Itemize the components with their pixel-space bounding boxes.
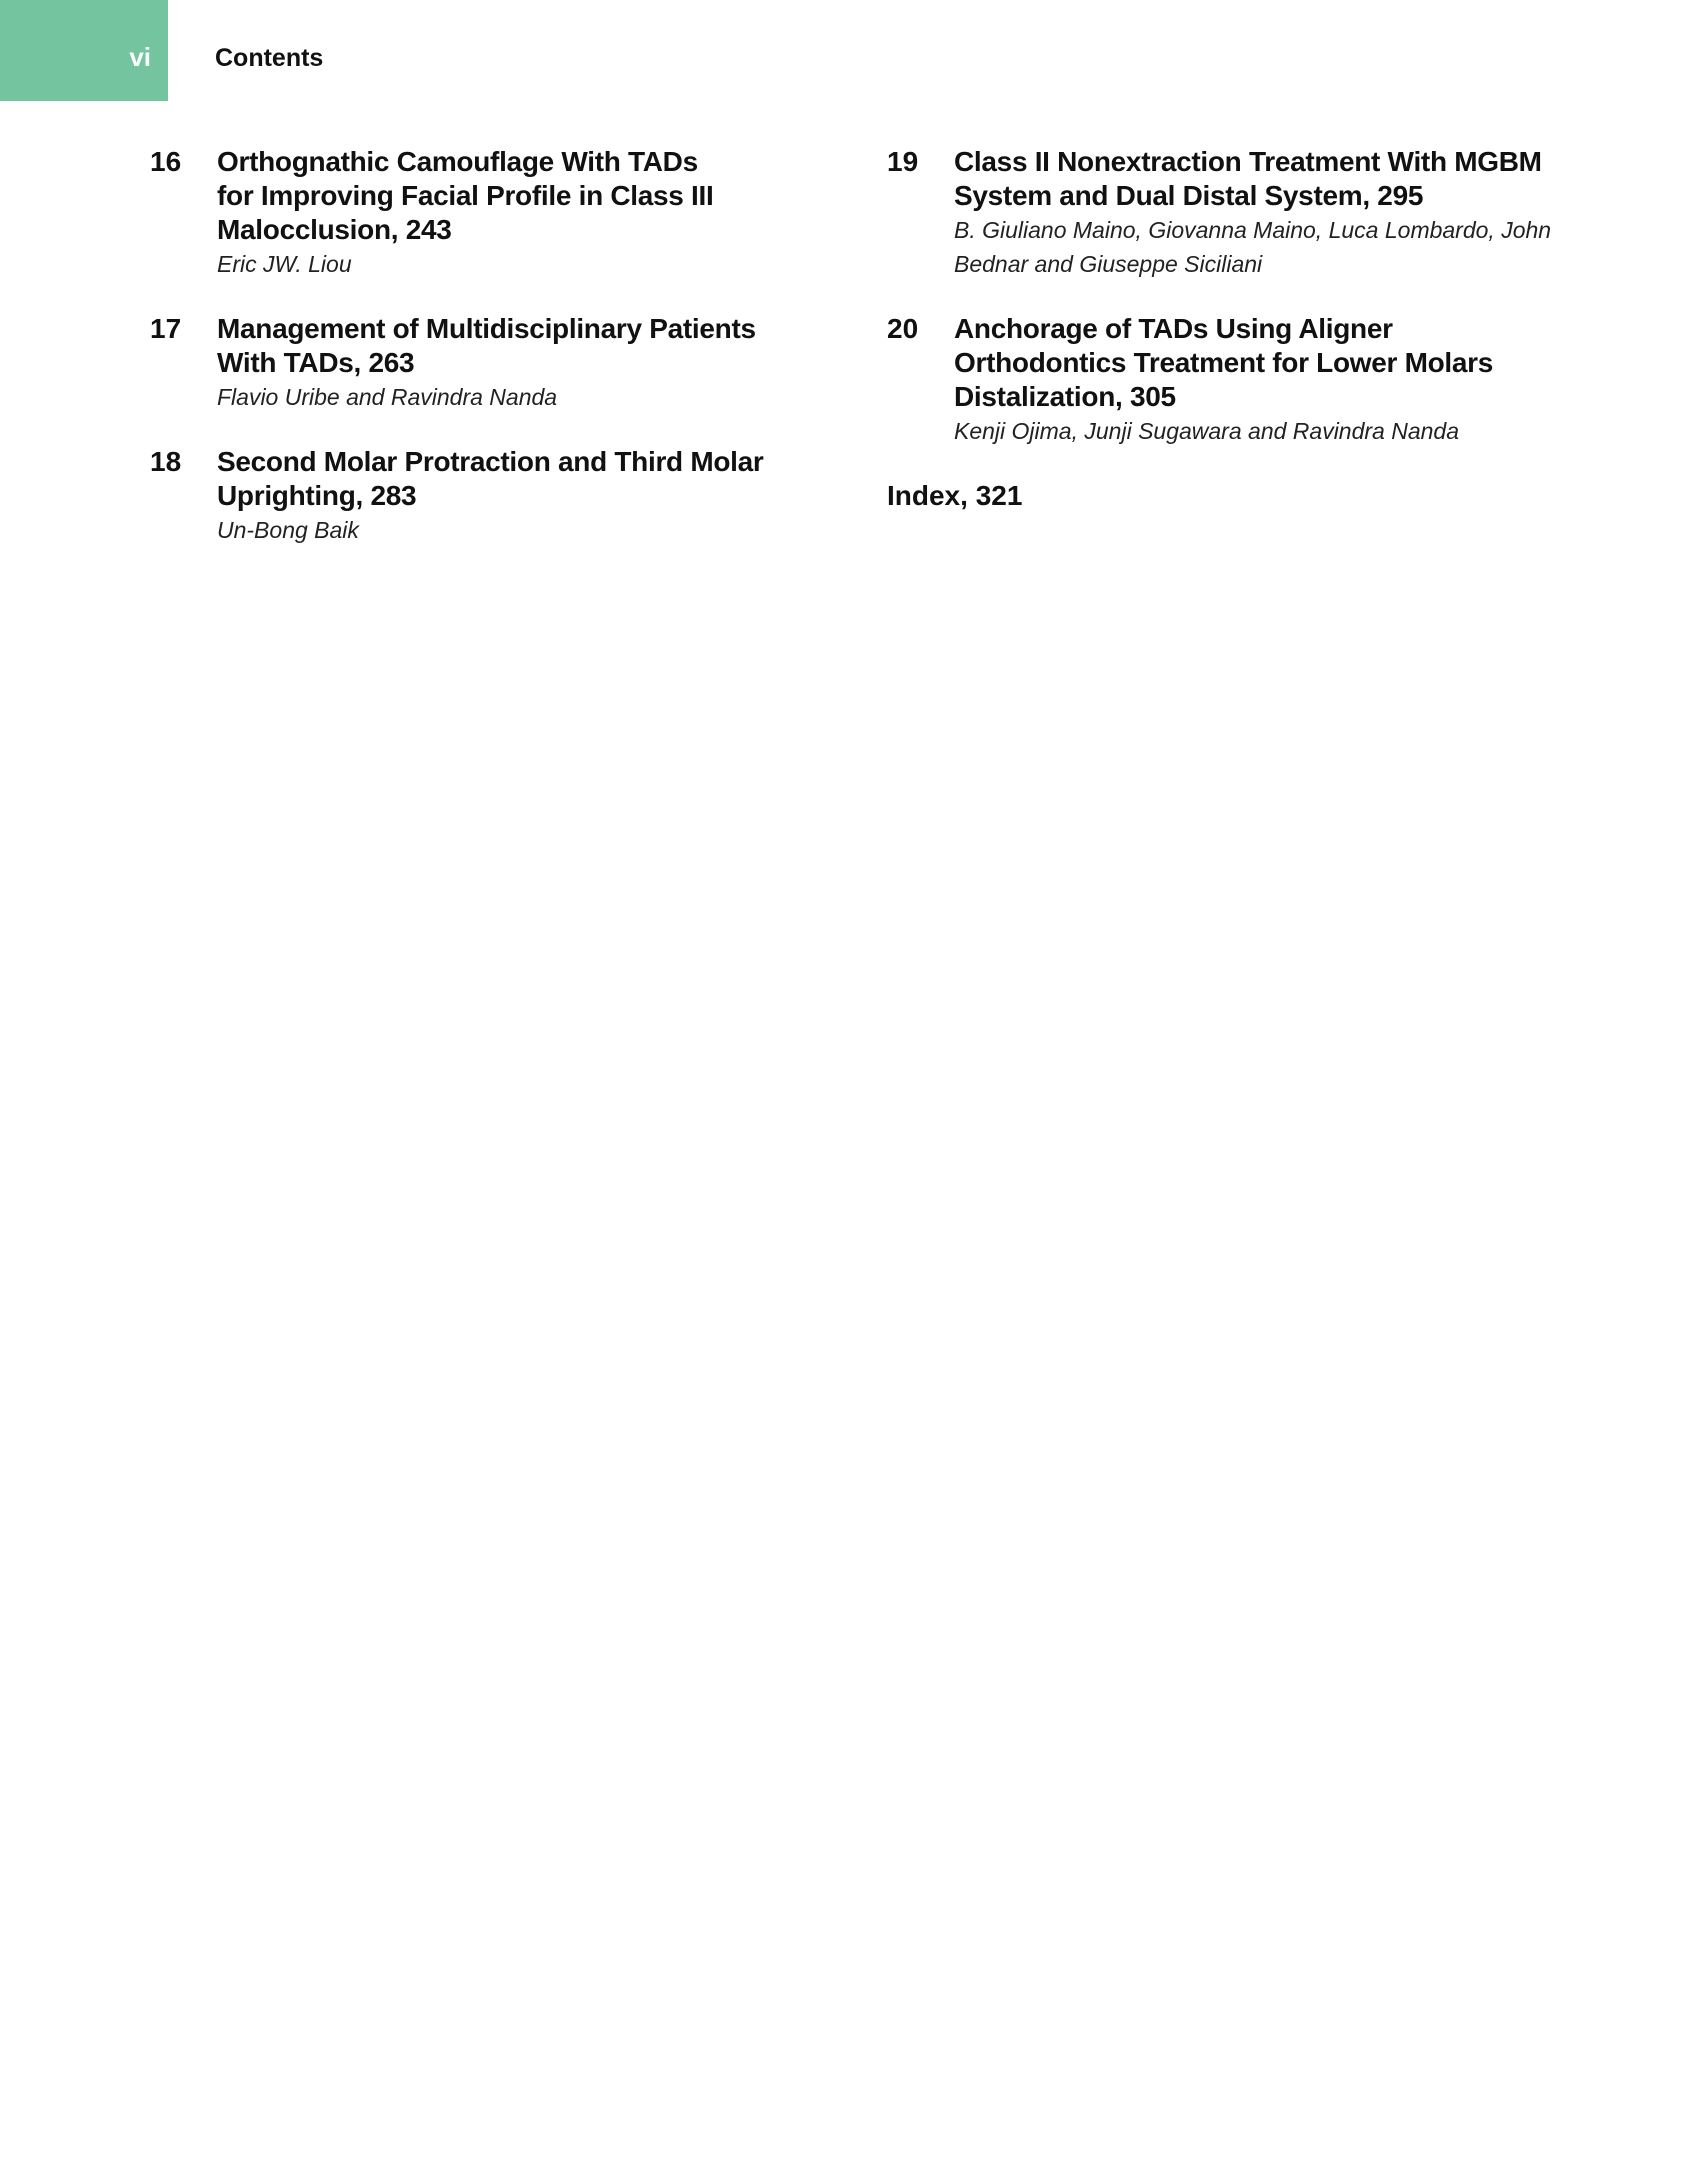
chapter-title-line: With TADs, 263 <box>217 347 415 378</box>
chapter-title-line: System and Dual Distal System, 295 <box>954 180 1424 211</box>
chapter-authors-line: Eric JW. Liou <box>217 251 352 277</box>
chapter-authors <box>954 213 1567 281</box>
chapter-title[interactable] <box>217 145 770 247</box>
chapter-number: 17 <box>150 313 182 344</box>
chapter-authors <box>217 513 770 547</box>
toc-left-column <box>150 145 770 578</box>
chapter-title[interactable] <box>954 312 1567 414</box>
chapter-title-line: Class II Nonextraction Treatment With MGBM <box>954 146 1542 177</box>
chapter-title[interactable] <box>954 145 1567 213</box>
toc-entry[interactable] <box>887 145 1567 281</box>
chapter-authors <box>954 414 1567 448</box>
chapter-authors-line: Un-Bong Baik <box>217 517 359 543</box>
chapter-title-line: Orthognathic Camouflage With TADs <box>217 146 698 177</box>
chapter-authors-line: B. Giuliano Maino, Giovanna Maino, Luca Lombardo, John <box>954 217 1552 243</box>
chapter-authors <box>217 247 770 281</box>
chapter-authors-line: Bednar and Giuseppe Siciliani <box>954 251 1263 277</box>
index-entry[interactable]: Index, 321 <box>887 480 1023 511</box>
chapter-title-line: Second Molar Protraction and Third Molar <box>217 446 764 477</box>
chapter-title-line: Distalization, 305 <box>954 381 1176 412</box>
chapter-title-line: Malocclusion, 243 <box>217 214 452 245</box>
chapter-number: 20 <box>887 313 919 344</box>
toc-entry[interactable] <box>887 312 1567 448</box>
chapter-title-line: Uprighting, 283 <box>217 480 417 511</box>
toc-entry[interactable] <box>150 145 770 281</box>
chapter-title[interactable] <box>217 445 770 513</box>
chapter-authors-line: Kenji Ojima, Junji Sugawara and Ravindra Nanda <box>954 418 1460 444</box>
chapter-title-line: Management of Multidisciplinary Patients <box>217 313 756 344</box>
chapter-title-line: for Improving Facial Profile in Class III <box>217 180 714 211</box>
chapter-number: 19 <box>887 146 919 177</box>
toc-entry[interactable] <box>150 445 770 547</box>
chapter-number: 16 <box>150 146 182 177</box>
chapter-authors-line: Flavio Uribe and Ravindra Nanda <box>217 384 558 410</box>
toc-entry[interactable] <box>150 312 770 414</box>
chapter-title[interactable] <box>217 312 770 380</box>
chapter-authors <box>217 380 770 414</box>
chapter-title-line: Anchorage of TADs Using Aligner <box>954 313 1393 344</box>
chapter-title-line: Orthodontics Treatment for Lower Molars <box>954 347 1494 378</box>
running-head: Contents <box>215 44 324 72</box>
chapter-number: 18 <box>150 446 182 477</box>
toc-right-column <box>887 145 1567 513</box>
page-number-tab <box>0 0 168 101</box>
page-number: vi <box>129 42 151 72</box>
